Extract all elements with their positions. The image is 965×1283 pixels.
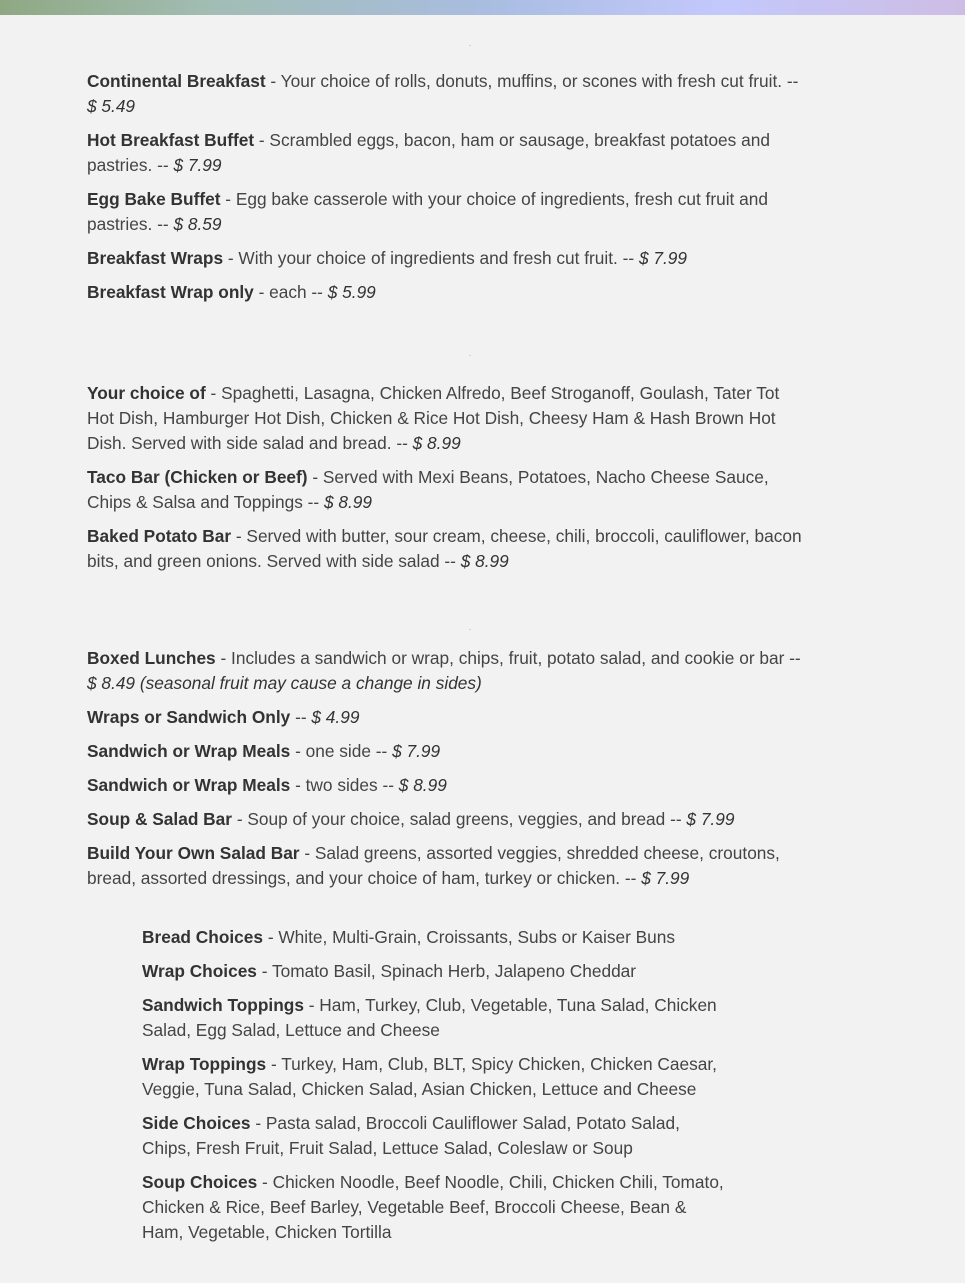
item-desc: - two sides --	[290, 775, 399, 795]
item-desc: - Soup of your choice, salad greens, veggies, and bread --	[232, 809, 687, 829]
choice-name: Wrap Toppings	[142, 1054, 267, 1074]
menu-item	[87, 465, 802, 515]
item-name: Taco Bar (Chicken or Beef)	[87, 467, 308, 487]
menu-item	[87, 739, 802, 764]
item-price: $ 7.99	[686, 809, 735, 829]
item-price: $ 7.99	[641, 868, 690, 888]
item-name: Breakfast Wraps	[87, 248, 224, 268]
menu-item	[87, 705, 802, 730]
item-name: Your choice of	[87, 383, 206, 403]
item-price: $ 8.59	[173, 214, 222, 234]
choice-item	[142, 1111, 732, 1161]
choice-item	[142, 925, 732, 950]
item-price: $ 5.49	[87, 96, 136, 116]
choice-name: Bread Choices	[142, 927, 264, 947]
item-price: $ 7.99	[392, 741, 441, 761]
item-desc: - With your choice of ingredients and fresh cut fruit. --	[223, 248, 639, 268]
item-desc: - Served with butter, sour cream, cheese, chili, broccoli, cauliflower, bacon bits, and green onions. Served with side salad --	[87, 526, 802, 571]
item-name: Hot Breakfast Buffet	[87, 130, 255, 150]
choice-name: Sandwich Toppings	[142, 995, 304, 1015]
menu-item	[87, 187, 802, 237]
choice-desc: - White, Multi-Grain, Croissants, Subs or Kaiser Buns	[263, 927, 676, 947]
menu-item	[87, 646, 802, 696]
item-desc: - Your choice of rolls, donuts, muffins, or scones with fresh cut fruit. --	[265, 71, 799, 91]
item-name: Wraps or Sandwich Only	[87, 707, 291, 727]
menu-content	[87, 69, 802, 1254]
item-price: $ 7.99	[173, 155, 222, 175]
lunch-section	[87, 646, 802, 891]
choice-desc: - Tomato Basil, Spinach Herb, Jalapeno Cheddar	[256, 961, 637, 981]
section-divider	[469, 45, 471, 46]
header-gradient-banner	[0, 0, 965, 15]
menu-item	[87, 841, 802, 891]
menu-item	[87, 381, 802, 456]
item-desc: - Egg bake casserole with your choice of ingredients, fresh cut fruit and pastries. --	[87, 189, 768, 234]
choice-desc: - Ham, Turkey, Club, Vegetable, Tuna Salad, Chicken Salad, Egg Salad, Lettuce and Cheese	[142, 995, 717, 1040]
item-desc: - Served with Mexi Beans, Potatoes, Nacho Cheese Sauce, Chips & Salsa and Toppings --	[87, 467, 769, 512]
item-price: $ 5.99	[327, 282, 376, 302]
item-name: Sandwich or Wrap Meals	[87, 775, 291, 795]
item-name: Boxed Lunches	[87, 648, 216, 668]
item-name: Egg Bake Buffet	[87, 189, 221, 209]
menu-item	[87, 280, 802, 305]
item-name: Baked Potato Bar	[87, 526, 232, 546]
menu-item	[87, 69, 802, 119]
item-desc: - Spaghetti, Lasagna, Chicken Alfredo, Beef Stroganoff, Goulash, Tater Tot Hot Dish, Hamburger Hot Dish, Chicken & Rice Hot Dish, Cheesy Ham & Hash Brown Hot Dish. Served with side salad and bread. --	[87, 383, 780, 453]
menu-item	[87, 807, 802, 832]
breakfast-section	[87, 69, 802, 305]
item-price: $ 8.99	[460, 551, 509, 571]
item-price: $ 8.99	[398, 775, 447, 795]
item-price: $ 8.99	[412, 433, 461, 453]
item-name: Build Your Own Salad Bar	[87, 843, 300, 863]
item-name: Soup & Salad Bar	[87, 809, 233, 829]
menu-item	[87, 524, 802, 574]
item-name: Breakfast Wrap only	[87, 282, 254, 302]
choice-desc: - Pasta salad, Broccoli Cauliflower Salad, Potato Salad, Chips, Fresh Fruit, Fruit Salad, Lettuce Salad, Coleslaw or Soup	[142, 1113, 680, 1158]
item-desc: - Salad greens, assorted veggies, shredded cheese, croutons, bread, assorted dressings, and your choice of ham, turkey or chicken. --	[87, 843, 780, 888]
item-name: Sandwich or Wrap Meals	[87, 741, 291, 761]
choice-item	[142, 1170, 732, 1245]
item-price: $ 7.99	[638, 248, 688, 268]
item-price: $ 4.99	[311, 707, 360, 727]
item-desc: --	[290, 707, 312, 727]
menu-item	[87, 773, 802, 798]
choice-name: Side Choices	[142, 1113, 251, 1133]
choice-desc: - Chicken Noodle, Beef Noodle, Chili, Chicken Chili, Tomato, Chicken & Rice, Beef Barley, Vegetable Beef, Broccoli Cheese, Bean & Ham, Vegetable, Chicken Tortilla	[142, 1172, 724, 1242]
choice-item	[142, 993, 732, 1043]
choice-desc: - Turkey, Ham, Club, BLT, Spicy Chicken, Chicken Caesar, Veggie, Tuna Salad, Chicken Salad, Asian Chicken, Lettuce and Cheese	[142, 1054, 717, 1099]
hot-dishes-section	[87, 381, 802, 574]
menu-item	[87, 246, 802, 271]
item-desc: - Scrambled eggs, bacon, ham or sausage, breakfast potatoes and pastries. --	[87, 130, 770, 175]
choice-name: Soup Choices	[142, 1172, 258, 1192]
choice-name: Wrap Choices	[142, 961, 257, 981]
item-name: Continental Breakfast	[87, 71, 266, 91]
item-price: $ 8.49 (seasonal fruit may cause a change in sides)	[87, 673, 482, 693]
item-desc: - Includes a sandwich or wrap, chips, fruit, potato salad, and cookie or bar --	[215, 648, 801, 668]
item-price: $ 8.99	[323, 492, 372, 512]
choice-item	[142, 1052, 732, 1102]
menu-item	[87, 128, 802, 178]
item-desc: - each --	[253, 282, 328, 302]
choice-item	[142, 959, 732, 984]
item-desc: - one side --	[290, 741, 393, 761]
choices-list	[142, 925, 732, 1245]
